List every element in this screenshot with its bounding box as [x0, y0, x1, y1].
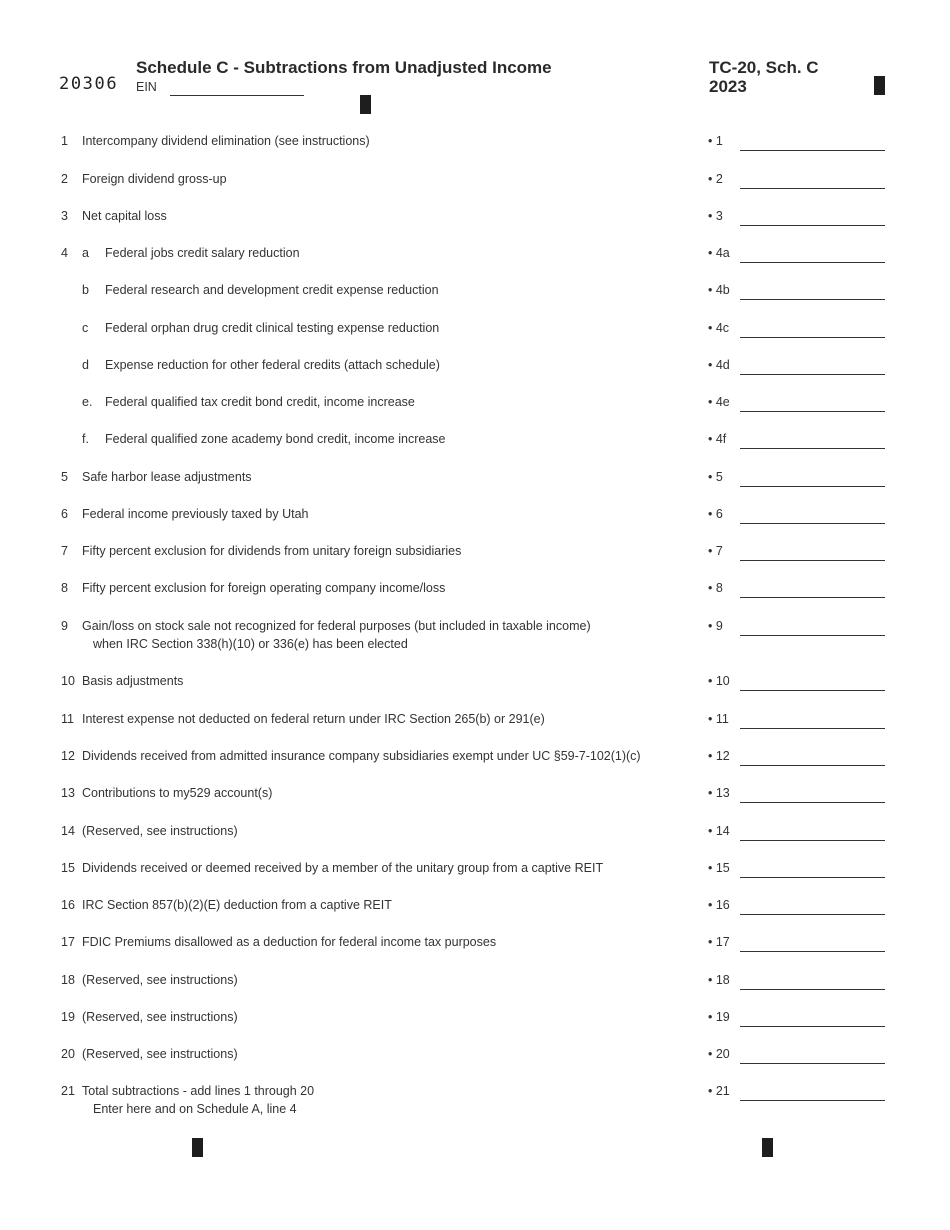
line-field-label: • 14	[708, 824, 730, 838]
amount-input[interactable]	[740, 322, 885, 338]
amount-input[interactable]	[740, 247, 885, 263]
amount-input[interactable]	[740, 173, 885, 189]
line-number: 4	[61, 246, 68, 260]
form-code: 20306	[59, 74, 119, 94]
page-title: Schedule C - Subtractions from Unadjusted Income	[136, 58, 552, 77]
line-field-label: • 4a	[708, 246, 730, 260]
line-description: Federal research and development credit expense reduction	[105, 283, 439, 297]
line-number: 16	[61, 898, 75, 912]
schedule-line	[0, 507, 950, 527]
line-number: 19	[61, 1010, 75, 1024]
schedule-line	[0, 935, 950, 955]
amount-input[interactable]	[740, 620, 885, 636]
tax-year: 2023	[709, 77, 747, 96]
line-field-label: • 13	[708, 786, 730, 800]
line-letter: a	[82, 246, 89, 260]
line-number: 10	[61, 674, 75, 688]
line-field-label: • 7	[708, 544, 723, 558]
line-field-label: • 19	[708, 1010, 730, 1024]
line-number: 12	[61, 749, 75, 763]
amount-input[interactable]	[740, 936, 885, 952]
schedule-line	[0, 824, 950, 844]
schedule-line	[0, 172, 950, 192]
line-description: (Reserved, see instructions)	[82, 1047, 238, 1061]
schedule-line	[0, 1084, 950, 1116]
schedule-line	[0, 674, 950, 694]
amount-input[interactable]	[740, 1011, 885, 1027]
line-description-continued: when IRC Section 338(h)(10) or 336(e) has been elected	[93, 637, 408, 651]
line-description: Total subtractions - add lines 1 through 20	[82, 1084, 315, 1098]
amount-input[interactable]	[740, 1048, 885, 1064]
line-letter: f.	[82, 432, 89, 446]
amount-input[interactable]	[740, 284, 885, 300]
line-letter: c	[82, 321, 89, 335]
amount-input[interactable]	[740, 433, 885, 449]
line-letter: b	[82, 283, 89, 297]
line-field-label: • 8	[708, 581, 723, 595]
schedule-line	[0, 1010, 950, 1030]
schedule-line	[0, 1047, 950, 1067]
schedule-line	[0, 321, 950, 341]
amount-input[interactable]	[740, 1085, 885, 1101]
line-field-label: • 10	[708, 674, 730, 688]
amount-input[interactable]	[740, 508, 885, 524]
schedule-line	[0, 619, 950, 651]
line-number: 2	[61, 172, 68, 186]
line-number: 17	[61, 935, 75, 949]
line-field-label: • 1	[708, 134, 723, 148]
schedule-line	[0, 749, 950, 769]
schedule-line	[0, 358, 950, 378]
line-description: Federal qualified tax credit bond credit, income increase	[105, 395, 415, 409]
ein-input[interactable]	[170, 79, 304, 96]
line-field-label: • 21	[708, 1084, 730, 1098]
amount-input[interactable]	[740, 787, 885, 803]
line-field-label: • 16	[708, 898, 730, 912]
line-description: Federal income previously taxed by Utah	[82, 507, 309, 521]
line-number: 6	[61, 507, 68, 521]
line-letter: d	[82, 358, 89, 372]
line-description: Fifty percent exclusion for foreign operating company income/loss	[82, 581, 446, 595]
ein-label: EIN	[136, 80, 157, 94]
line-description: Federal qualified zone academy bond credit, income increase	[105, 432, 446, 446]
line-description: Dividends received or deemed received by a member of the unitary group from a captive REIT	[82, 861, 604, 875]
line-field-label: • 20	[708, 1047, 730, 1061]
line-description: Gain/loss on stock sale not recognized for federal purposes (but included in taxable income)	[82, 619, 591, 633]
line-number: 13	[61, 786, 75, 800]
line-description: Fifty percent exclusion for dividends from unitary foreign subsidiaries	[82, 544, 462, 558]
line-description: Federal jobs credit salary reduction	[105, 246, 300, 260]
line-description: Expense reduction for other federal credits (attach schedule)	[105, 358, 440, 372]
line-field-label: • 17	[708, 935, 730, 949]
line-description: (Reserved, see instructions)	[82, 824, 238, 838]
registration-mark	[360, 95, 371, 114]
line-description: IRC Section 857(b)(2)(E) deduction from a captive REIT	[82, 898, 392, 912]
line-field-label: • 4b	[708, 283, 730, 297]
line-number: 1	[61, 134, 68, 148]
amount-input[interactable]	[740, 396, 885, 412]
line-field-label: • 2	[708, 172, 723, 186]
line-field-label: • 15	[708, 861, 730, 875]
line-description-continued: Enter here and on Schedule A, line 4	[93, 1102, 297, 1116]
registration-mark	[874, 76, 885, 95]
line-description: Federal orphan drug credit clinical testing expense reduction	[105, 321, 440, 335]
line-number: 20	[61, 1047, 75, 1061]
line-field-label: • 4f	[708, 432, 727, 446]
schedule-line	[0, 395, 950, 415]
schedule-line	[0, 712, 950, 732]
amount-input[interactable]	[740, 471, 885, 487]
line-number: 5	[61, 470, 68, 484]
amount-input[interactable]	[740, 135, 885, 151]
line-field-label: • 18	[708, 973, 730, 987]
line-field-label: • 6	[708, 507, 723, 521]
line-field-label: • 5	[708, 470, 723, 484]
amount-input[interactable]	[740, 545, 885, 561]
line-description: Interest expense not deducted on federal return under IRC Section 265(b) or 291(e)	[82, 712, 545, 726]
schedule-line	[0, 246, 950, 266]
schedule-line	[0, 786, 950, 806]
line-description: Dividends received from admitted insurance company subsidiaries exempt under UC §59-7-102(1)(c)	[82, 749, 641, 763]
line-number: 21	[61, 1084, 75, 1098]
form-id-label: TC-20, Sch. C	[709, 58, 819, 77]
line-number: 9	[61, 619, 68, 633]
line-field-label: • 12	[708, 749, 730, 763]
schedule-line	[0, 973, 950, 993]
schedule-line	[0, 432, 950, 452]
schedule-line	[0, 283, 950, 303]
line-number: 18	[61, 973, 75, 987]
line-description: Basis adjustments	[82, 674, 184, 688]
schedule-line	[0, 581, 950, 601]
schedule-line	[0, 898, 950, 918]
line-field-label: • 11	[708, 712, 729, 726]
amount-input[interactable]	[740, 675, 885, 691]
amount-input[interactable]	[740, 862, 885, 878]
amount-input[interactable]	[740, 750, 885, 766]
amount-input[interactable]	[740, 713, 885, 729]
line-description: Foreign dividend gross-up	[82, 172, 227, 186]
line-field-label: • 4e	[708, 395, 730, 409]
amount-input[interactable]	[740, 359, 885, 375]
line-description: FDIC Premiums disallowed as a deduction for federal income tax purposes	[82, 935, 497, 949]
line-description: Contributions to my529 account(s)	[82, 786, 273, 800]
amount-input[interactable]	[740, 825, 885, 841]
line-description: (Reserved, see instructions)	[82, 1010, 238, 1024]
line-field-label: • 4d	[708, 358, 730, 372]
line-number: 8	[61, 581, 68, 595]
line-field-label: • 4c	[708, 321, 730, 335]
amount-input[interactable]	[740, 582, 885, 598]
line-number: 11	[61, 712, 74, 726]
line-description: (Reserved, see instructions)	[82, 973, 238, 987]
line-number: 3	[61, 209, 68, 223]
registration-mark	[762, 1138, 773, 1157]
line-description: Safe harbor lease adjustments	[82, 470, 252, 484]
line-number: 15	[61, 861, 75, 875]
amount-input[interactable]	[740, 974, 885, 990]
schedule-line	[0, 544, 950, 564]
registration-mark	[192, 1138, 203, 1157]
line-letter: e.	[82, 395, 93, 409]
schedule-line	[0, 209, 950, 229]
line-number: 7	[61, 544, 68, 558]
schedule-line	[0, 861, 950, 881]
form-id	[709, 58, 819, 96]
line-field-label: • 9	[708, 619, 723, 633]
line-description: Intercompany dividend elimination (see instructions)	[82, 134, 370, 148]
line-number: 14	[61, 824, 75, 838]
schedule-line	[0, 134, 950, 154]
schedule-line	[0, 470, 950, 490]
line-description: Net capital loss	[82, 209, 167, 223]
amount-input[interactable]	[740, 210, 885, 226]
amount-input[interactable]	[740, 899, 885, 915]
line-field-label: • 3	[708, 209, 723, 223]
